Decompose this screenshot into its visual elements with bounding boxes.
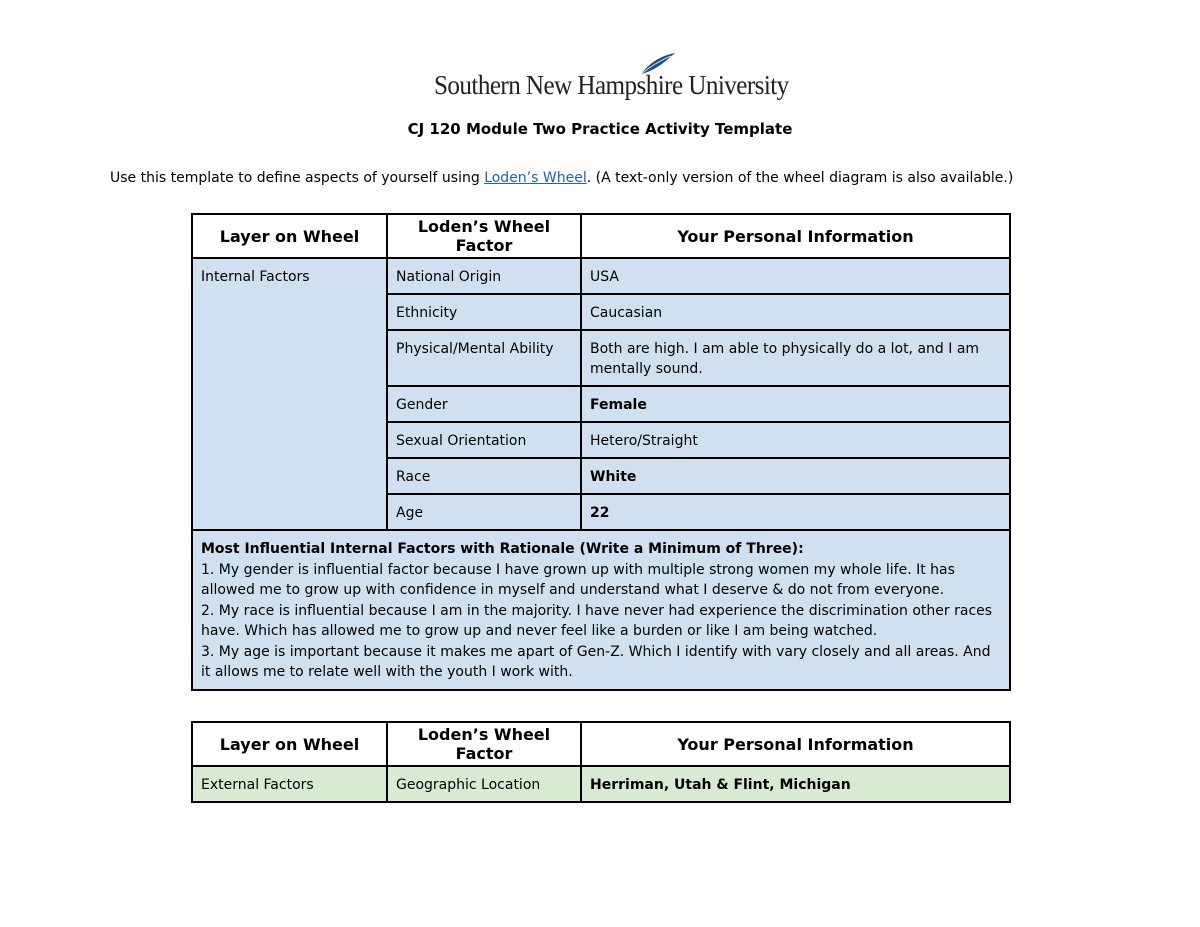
table-row (192, 258, 1010, 294)
rationale-cell (192, 530, 1010, 690)
factor-cell: National Origin (387, 258, 581, 294)
rationale-row (192, 530, 1010, 690)
factor-cell: Ethnicity (387, 294, 581, 330)
layer-cell-external: External Factors (192, 766, 387, 802)
info-cell: USA (581, 258, 1010, 294)
info-cell: Female (581, 386, 1010, 422)
factor-cell: Race (387, 458, 581, 494)
lodens-wheel-link[interactable]: Loden’s Wheel (484, 170, 587, 186)
header-info: Your Personal Information (581, 214, 1010, 258)
header-layer: Layer on Wheel (192, 722, 387, 766)
internal-factors-table (191, 213, 1011, 691)
document-title: CJ 120 Module Two Practice Activity Template (407, 120, 793, 138)
header-info: Your Personal Information (581, 722, 1010, 766)
info-cell: Caucasian (581, 294, 1010, 330)
intro-text-before: Use this template to define aspects of yourself using (110, 170, 485, 186)
info-cell: Herriman, Utah & Flint, Michigan (581, 766, 1010, 802)
rationale-item: 1. My gender is influential factor because I have grown up with multiple strong women my whole life. It has allowed me to grow up with confidence in myself and understand what I deserve & do not from everyone. (201, 561, 955, 598)
info-cell: Hetero/Straight (581, 422, 1010, 458)
info-cell: White (581, 458, 1010, 494)
factor-cell: Sexual Orientation (387, 422, 581, 458)
factor-cell: Gender (387, 386, 581, 422)
header-factor: Loden’s Wheel Factor (387, 214, 581, 258)
factor-cell: Age (387, 494, 581, 530)
rationale-item: 3. My age is important because it makes me apart of Gen-Z. Which I identify with vary closely and all areas. And it allows me to relate well with the youth I work with. (201, 643, 991, 680)
factor-cell: Geographic Location (387, 766, 581, 802)
header-factor: Loden’s Wheel Factor (387, 722, 581, 766)
header-layer: Layer on Wheel (192, 214, 387, 258)
info-cell: Both are high. I am able to physically do a lot, and I am mentally sound. (581, 330, 1010, 386)
table-header-row (192, 214, 1010, 258)
rationale-heading: Most Influential Internal Factors with Rationale (Write a Minimum of Three): (201, 541, 804, 557)
table-header-row (192, 722, 1010, 766)
leaf-icon (637, 52, 677, 76)
university-logo (434, 52, 789, 106)
intro-paragraph (110, 170, 1013, 186)
table-row (192, 766, 1010, 802)
rationale-item: 2. My race is influential because I am in the majority. I have never had experience the discrimination other races have. Which has allowed me to grow up and never feel like a burden or like I am being watched. (201, 602, 993, 639)
logo-wordmark: Southern New Hampshire University (434, 70, 789, 100)
intro-text-after: . (A text-only version of the wheel diagram is also available.) (586, 170, 1014, 186)
factor-cell: Physical/Mental Ability (387, 330, 581, 386)
info-cell: 22 (581, 494, 1010, 530)
layer-cell-internal: Internal Factors (192, 258, 387, 530)
external-factors-table (191, 721, 1011, 803)
